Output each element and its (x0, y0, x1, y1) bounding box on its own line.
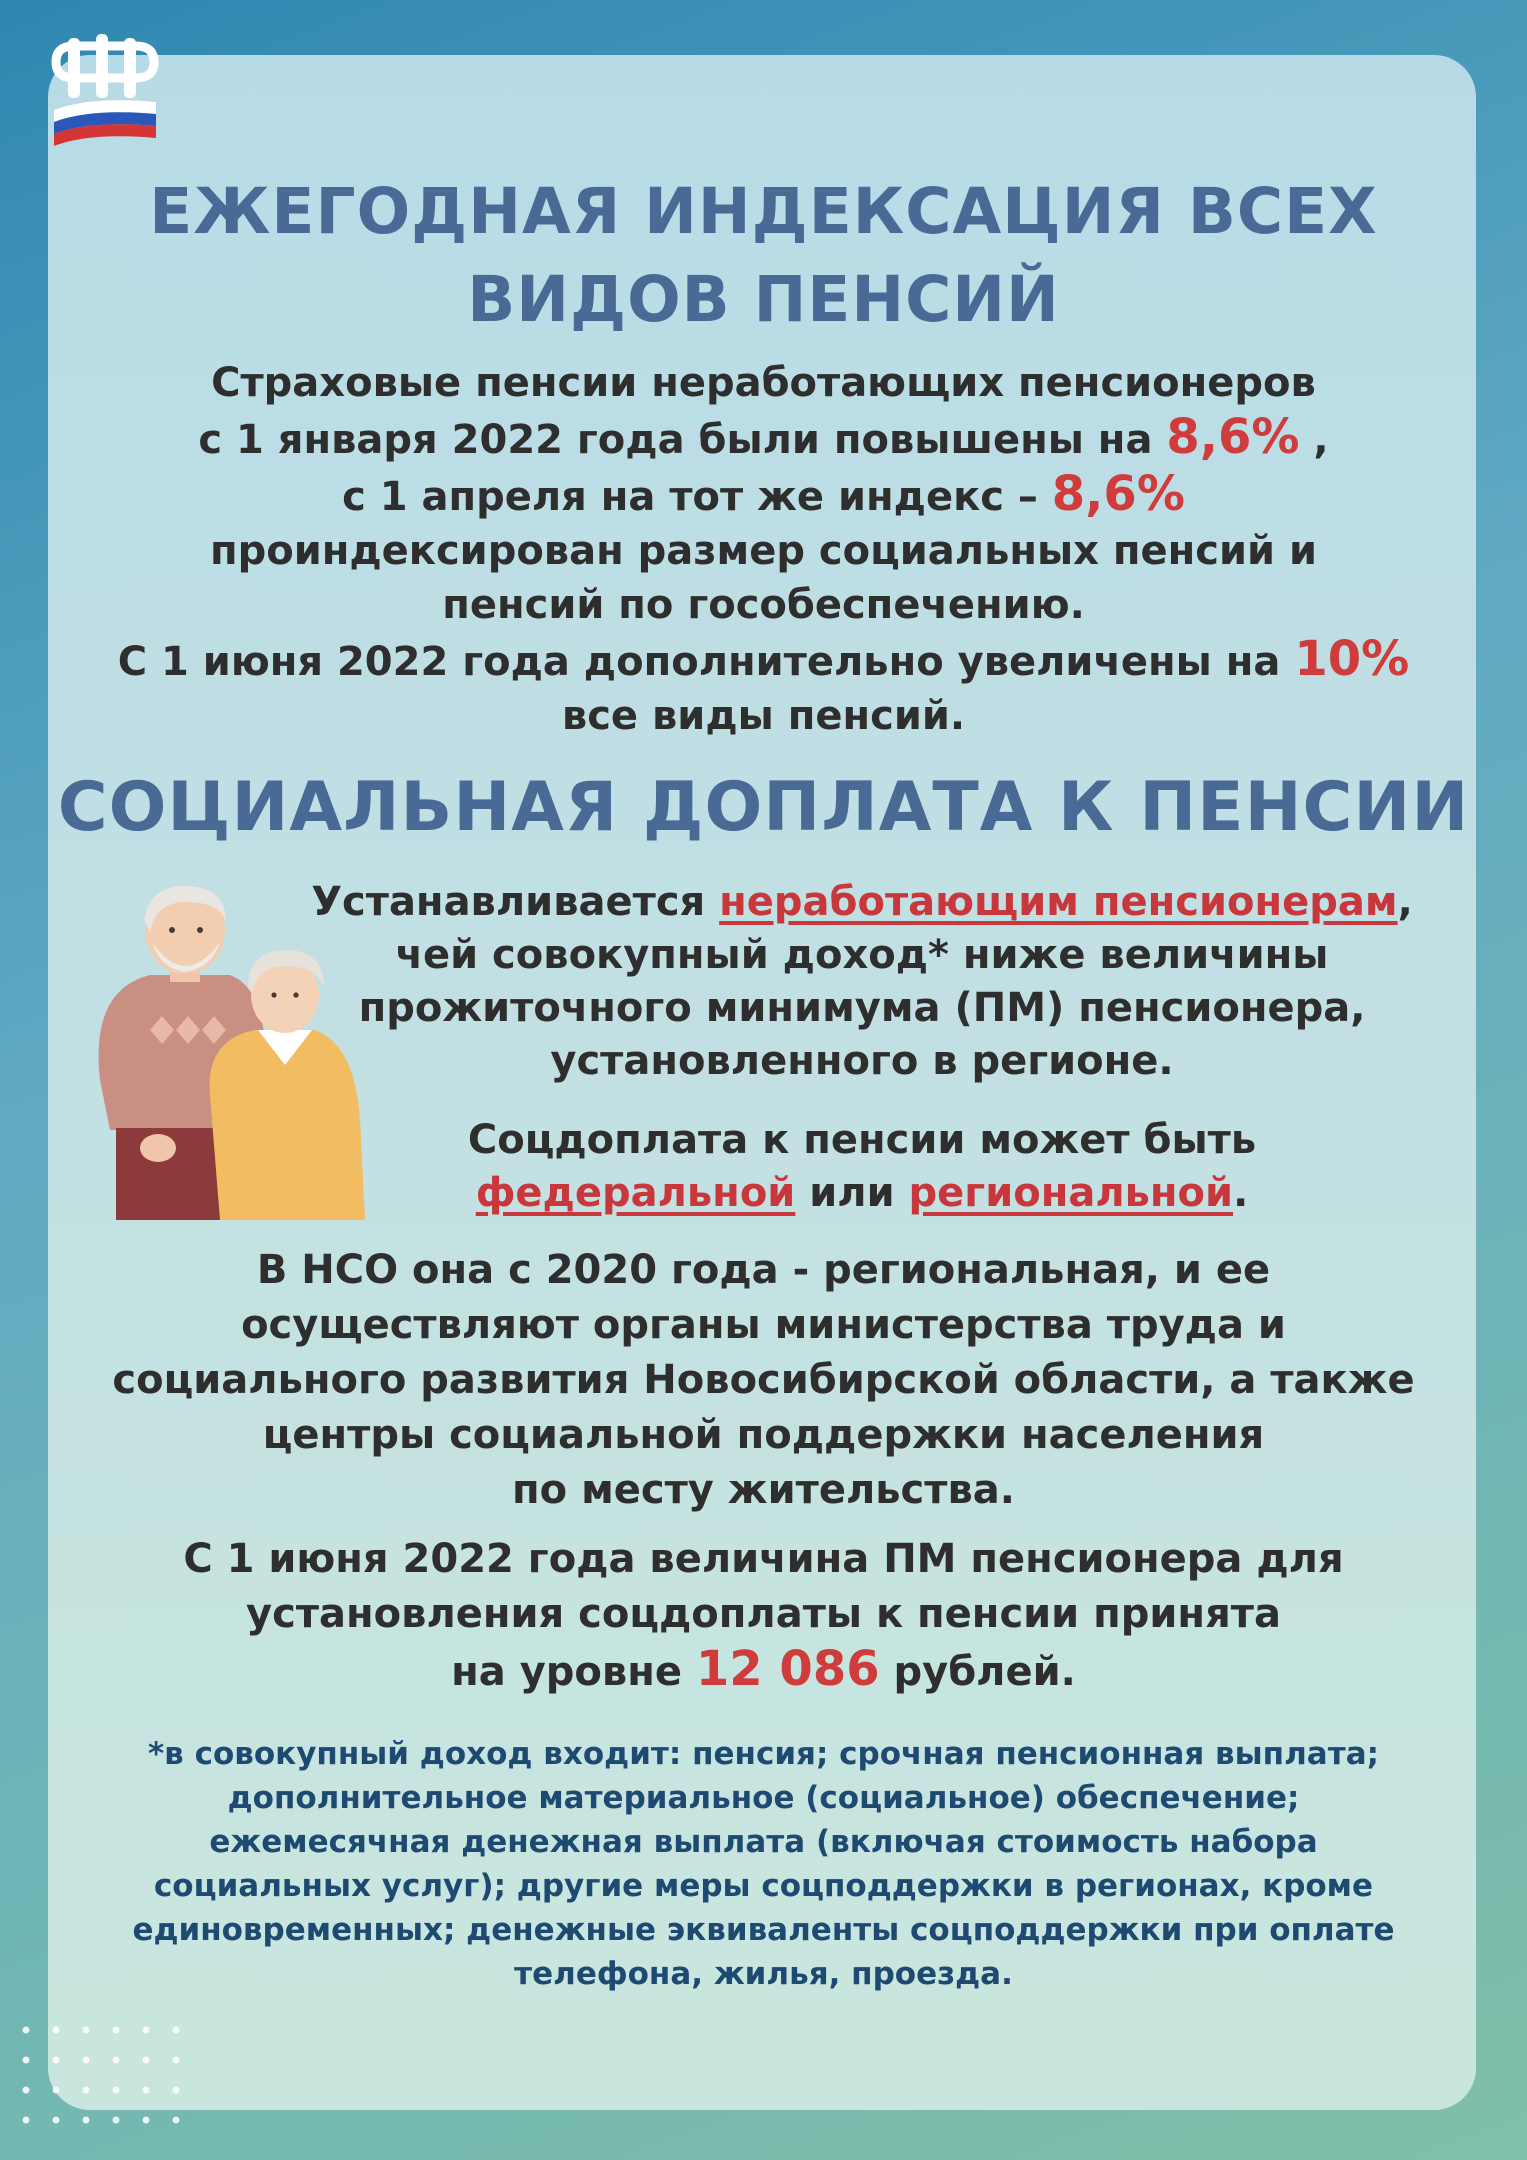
nso-line: по месту жительства. (512, 1467, 1015, 1513)
indexation-line (0, 632, 1527, 689)
pm-line (0, 1642, 1527, 1700)
eligibility-line: установленного в регионе. (550, 1038, 1174, 1084)
main-title (0, 168, 1527, 344)
footnote-line: единовременных; денежные эквиваленты соцподдержки при оплате (132, 1912, 1395, 1948)
text-span: с 1 апреля на тот же индекс – (342, 474, 1052, 520)
footnote-line: социальных услуг); другие меры соцподдержки в регионах, кроме (153, 1868, 1374, 1904)
footnote (0, 1732, 1527, 1996)
main-title-line2: ВИДОВ ПЕНСИЙ (467, 263, 1060, 336)
footnote-line: телефона, жилья, проезда. (514, 1956, 1013, 1992)
link-non-working-pensioners[interactable]: неработающим пенсионерам (719, 879, 1398, 925)
text-span: на уровне (451, 1649, 696, 1695)
pm-line: С 1 июня 2022 года величина ПМ пенсионера для (183, 1536, 1344, 1582)
text-span: , (1397, 879, 1413, 925)
nso-line: социального развития Новосибирской области, а также (112, 1357, 1415, 1403)
nso-line: центры социальной поддержки населения (262, 1412, 1265, 1458)
nso-line: осуществляют органы министерства труда и (241, 1302, 1286, 1348)
subsistence-minimum-paragraph (0, 1532, 1527, 1700)
indexation-value-june: 10% (1294, 631, 1410, 687)
link-regional[interactable]: региональной (908, 1170, 1234, 1216)
footnote-line: ежемесячная денежная выплата (включая стоимость набора (209, 1824, 1318, 1860)
text-span: , (1299, 417, 1329, 463)
text-span: рублей. (879, 1649, 1076, 1695)
pfr-logo-icon (50, 32, 160, 150)
indexation-line (0, 467, 1527, 524)
pm-line: установления соцдоплаты к пенсии принята (246, 1591, 1281, 1637)
indexation-paragraph (0, 356, 1527, 743)
indexation-value-january: 8,6% (1166, 409, 1300, 465)
eligibility-line (262, 876, 1462, 929)
nso-line: В НСО она с 2020 года - региональная, и ее (256, 1247, 1271, 1293)
eligibility-line: прожиточного минимума (ПМ) пенсионера, (358, 985, 1366, 1031)
supplement-type-paragraph (262, 1114, 1462, 1220)
indexation-line: проиндексирован размер социальных пенсий и (209, 528, 1318, 574)
text-span: С 1 июня 2022 года дополнительно увеличены на (117, 639, 1295, 685)
text-span: . (1233, 1170, 1249, 1216)
dots-decoration (18, 2022, 198, 2150)
type-line: Соцдоплата к пенсии может быть (467, 1117, 1257, 1163)
footnote-line: дополнительное материальное (социальное) обеспечение; (227, 1780, 1300, 1816)
text-span: с 1 января 2022 года были повышены на (198, 417, 1167, 463)
footnote-line: *в совокупный доход входит: пенсия; срочная пенсионная выплата; (147, 1736, 1380, 1772)
eligibility-line: чей совокупный доход* ниже величины (395, 932, 1329, 978)
text-span: или (795, 1170, 909, 1216)
subsistence-minimum-value: 12 086 (695, 1641, 880, 1697)
nso-paragraph (0, 1243, 1527, 1518)
indexation-line: Страховые пенсии неработающих пенсионеров (211, 360, 1316, 406)
main-title-line1: ЕЖЕГОДНАЯ ИНДЕКСАЦИЯ ВСЕХ (149, 175, 1378, 248)
indexation-value-april: 8,6% (1051, 466, 1185, 522)
indexation-line: пенсий по гособеспечению. (442, 582, 1085, 628)
supplement-eligibility-paragraph (262, 876, 1462, 1088)
link-federal[interactable]: федеральной (475, 1170, 796, 1216)
indexation-line (0, 410, 1527, 467)
indexation-line: все виды пенсий. (561, 693, 966, 739)
type-line (262, 1167, 1462, 1220)
section-title-social-supplement: СОЦИАЛЬНАЯ ДОПЛАТА К ПЕНСИИ (57, 768, 1470, 847)
text-span: Устанавливается (311, 879, 720, 925)
